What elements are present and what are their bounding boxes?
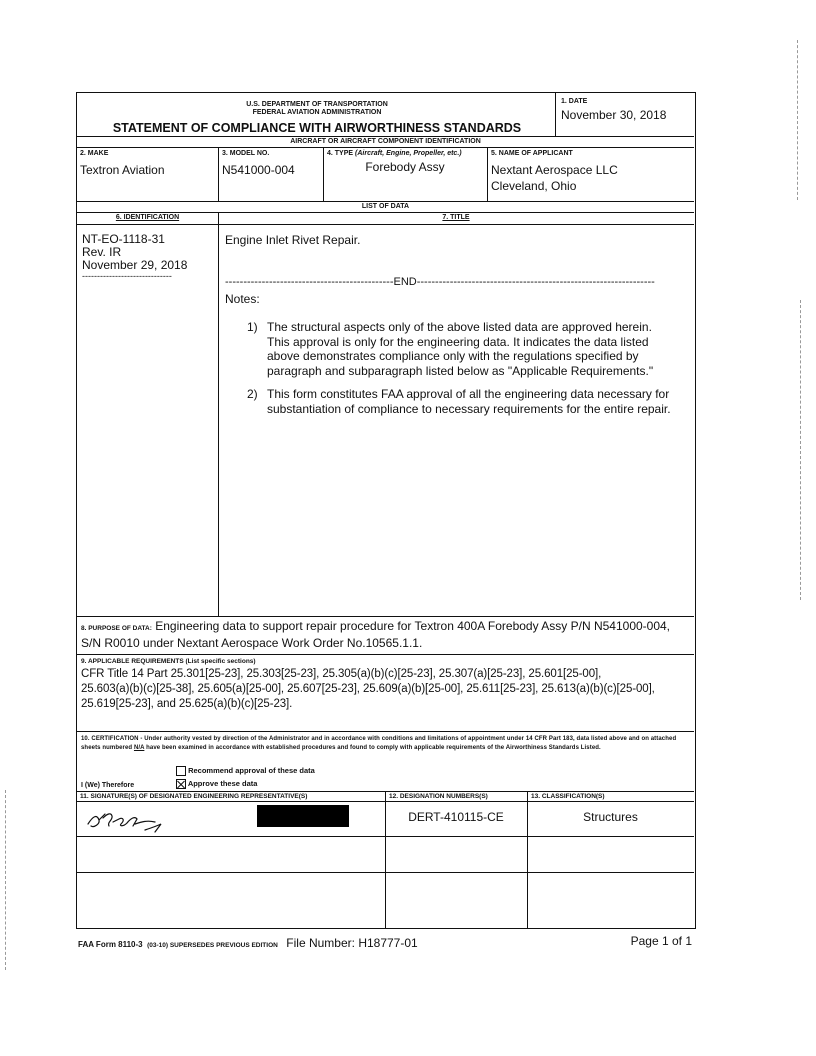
model-label: 3. MODEL NO. (222, 150, 270, 157)
note-2 (247, 387, 672, 416)
sheets-numbered: N/A (133, 744, 145, 751)
signature-label: 11. SIGNATURE(S) OF DESIGNATED ENGINEERING REPRESENTATIVE(S) (80, 793, 308, 800)
recommend-option (176, 766, 315, 776)
therefore-label: I (We) Therefore (81, 782, 135, 789)
purpose-of-data (81, 619, 691, 651)
note-1-number: 1) (247, 320, 258, 334)
requirements-text (81, 667, 655, 712)
scan-artifact-line (800, 300, 801, 600)
designation-label: 12. DESIGNATION NUMBERS(S) (389, 793, 488, 800)
item-title: Engine Inlet Rivet Repair. (225, 233, 361, 247)
revision: Rev. IR (82, 245, 122, 259)
form-number: FAA Form 8110-3 (78, 940, 143, 949)
document-date: November 29, 2018 (82, 258, 188, 272)
recommend-checkbox[interactable] (176, 766, 186, 776)
make-value: Textron Aviation (80, 163, 165, 177)
statement-of-compliance-form (76, 92, 696, 929)
note-1-text: The structural aspects only of the above listed data are approved herein. This approval is only for the engineering data. It indicates the data listed above demonstrates compliance only with the regulations specified by paragraph and subparagraph listed below as "Applicable Requirements." (267, 320, 654, 378)
requirements-label: 9. APPLICABLE REQUIREMENTS (List specific sections) (81, 658, 256, 665)
list-section-title: LIST OF DATA (361, 203, 410, 210)
scan-artifact-line (797, 40, 798, 200)
file-number: File Number: H18777-01 (286, 936, 418, 950)
designation-number: DERT-410115-CE (408, 810, 504, 824)
date-label: 1. DATE (561, 98, 588, 105)
note-1 (247, 320, 672, 378)
identification-dashes: ------------------------------ (82, 272, 172, 280)
form-footer (78, 934, 698, 952)
identification-label: 6. IDENTIFICATION (115, 214, 180, 221)
handwritten-signature (85, 806, 165, 836)
note-2-text: This form constitutes FAA approval of all the engineering data necessary for substantiation of compliance to necessary requirements for the entire repair. (267, 387, 671, 416)
note-2-number: 2) (247, 387, 258, 401)
type-value: Forebody Assy (365, 160, 445, 174)
classification-label: 13. CLASSIFICATION(S) (531, 793, 605, 800)
approve-option (176, 779, 257, 789)
form-title: STATEMENT OF COMPLIANCE WITH AIRWORTHINESS STANDARDS (112, 121, 522, 135)
requirements-line-2: 25.603(a)(b)(c)[25-38], 25.605(a)[25-00], 25.607[25-23], 25.609(a)(b)[25-00], 25.611[25-23], 25.613(a)(b)(c)[25-00], (81, 683, 655, 695)
approve-label: Approve these data (187, 779, 258, 788)
purpose-text-1: Engineering data to support repair procedure for Textron 400A Forebody Assy P/N N541000-004, (155, 619, 671, 633)
scan-artifact-line (5, 790, 6, 970)
dept-name: U.S. DEPARTMENT OF TRANSPORTATION (246, 101, 388, 108)
applicant-name: Nextant Aerospace LLC (491, 163, 618, 177)
agency-name: FEDERAL AVIATION ADMINISTRATION (252, 109, 382, 116)
classification-value: Structures (583, 810, 638, 824)
document-number: NT-EO-1118-31 (82, 232, 165, 246)
redacted-name (257, 805, 349, 827)
purpose-text-2: S/N R0010 under Nextant Aerospace Work Order No.10565.1.1. (81, 636, 423, 650)
title-label: 7. TITLE (442, 214, 470, 221)
identification-block (82, 233, 210, 280)
aircraft-section-title: AIRCRAFT OR AIRCRAFT COMPONENT IDENTIFICATION (290, 138, 481, 145)
date-value: November 30, 2018 (561, 108, 667, 122)
end-line: ----------------------------------------------END----------------------------------------------------------------- (225, 276, 655, 288)
model-value: N541000-004 (222, 163, 295, 177)
approve-checkbox[interactable] (176, 779, 186, 789)
requirements-line-3: 25.619[25-23], and 25.625(a)(b)(c)[25-23]. (81, 698, 293, 710)
purpose-label: 8. PURPOSE OF DATA: (81, 625, 152, 632)
applicant-label: 5. NAME OF APPLICANT (491, 150, 573, 157)
form-revision: (03-10) SUPERSEDES PREVIOUS EDITION (147, 942, 278, 949)
certification-text: 10. CERTIFICATION - Under authority vested by direction of the Administrator and in accordance with conditions and limitations of appointment under 14 CFR Part 183, data listed above and on attached sheets numbered N/A have been examined in accordance with established procedures and found to comply with applicable requirements of the Airworthiness Standards Listed. (81, 736, 677, 751)
type-label: 4. TYPE (Aircraft, Engine, Propeller, etc.) (327, 150, 462, 157)
requirements-line-1: CFR Title 14 Part 25.301[25-23], 25.303[25-23], 25.305(a)(b)(c)[25-23], 25.307(a)[25-23], 25.601[25-00], (81, 668, 602, 680)
page-number: Page 1 of 1 (630, 934, 692, 948)
recommend-label: Recommend approval of these data (188, 766, 315, 775)
applicant-location: Cleveland, Ohio (491, 179, 577, 193)
make-label: 2. MAKE (80, 150, 109, 157)
notes-label: Notes: (225, 292, 260, 306)
